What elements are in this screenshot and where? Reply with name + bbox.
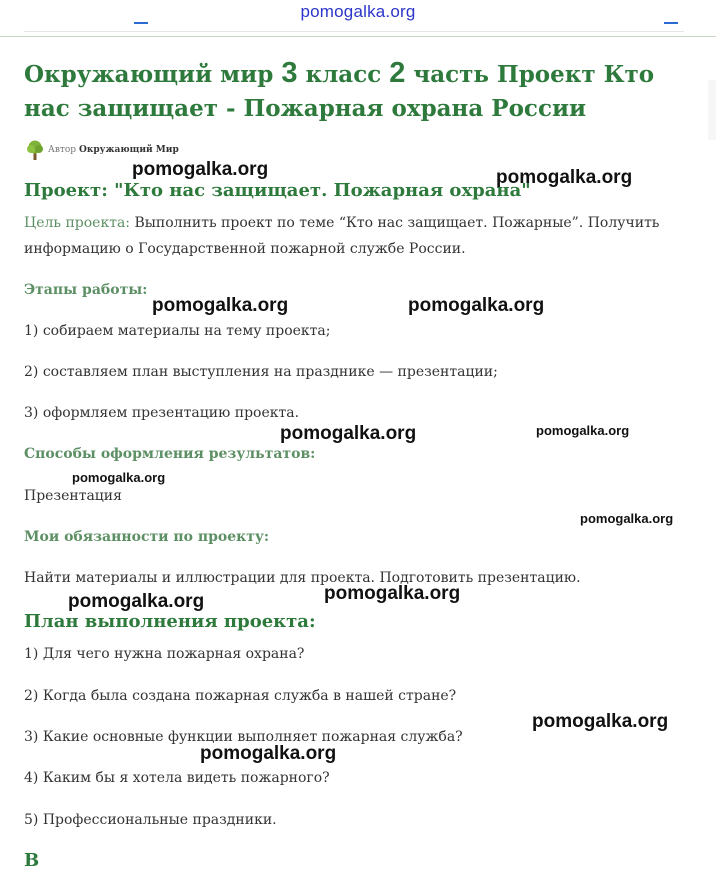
- methods-label: Способы оформления результатов:: [24, 446, 316, 462]
- stage-item: 2) составляем план выступления на празднике — презентации;: [24, 364, 498, 380]
- watermark: pomogalka.org: [580, 511, 674, 526]
- plan-item: 3) Какие основные функции выполняет пожарная служба?: [24, 729, 463, 745]
- watermark: pomogalka.org: [536, 423, 630, 438]
- next-heading-cut: В: [24, 850, 40, 871]
- plan-item: 1) Для чего нужна пожарная охрана?: [24, 646, 305, 662]
- author-label: Автор: [48, 145, 77, 155]
- title-grade: 3: [281, 57, 298, 89]
- stage-item: 1) собираем материалы на тему проекта;: [24, 323, 331, 339]
- watermark: pomogalka.org: [532, 711, 669, 732]
- article-header: [24, 56, 684, 126]
- watermark: pomogalka.org: [72, 470, 166, 485]
- plan-heading: План выполнения проекта:: [24, 611, 316, 632]
- tree-icon: [24, 139, 46, 161]
- sidebar-edge: [708, 80, 716, 140]
- menu-dash-right: [664, 22, 678, 24]
- watermark: pomogalka.org: [200, 743, 337, 764]
- project-heading: Проект: "Кто нас защищает. Пожарная охрана": [24, 180, 531, 201]
- article-title: [24, 56, 684, 126]
- watermark: pomogalka.org: [324, 583, 461, 604]
- title-part: часть Проект Кто нас защищает - Пожарная охрана России: [24, 61, 655, 122]
- menu-dash-left: [134, 22, 148, 24]
- plan-item: 4) Каким бы я хотела видеть пожарного?: [24, 770, 330, 786]
- duties-label: Мои обязанности по проекту:: [24, 529, 270, 545]
- header-divider: [0, 36, 716, 37]
- watermark: pomogalka.org: [408, 295, 545, 316]
- goal-paragraph: [24, 210, 664, 262]
- stages-label: Этапы работы:: [24, 282, 148, 298]
- watermark: pomogalka.org: [496, 167, 633, 188]
- plan-item: 5) Профессиональные праздники.: [24, 812, 277, 828]
- duties-text: Найти материалы и иллюстрации для проекта. Подготовить презентацию.: [24, 570, 581, 586]
- methods-text: Презентация: [24, 488, 122, 504]
- watermark: pomogalka.org: [152, 295, 289, 316]
- site-logo[interactable]: pomogalka.org: [300, 2, 416, 21]
- watermark: pomogalka.org: [132, 159, 269, 180]
- breadcrumb-line: [24, 31, 684, 32]
- goal-text: Выполнить проект по теме “Кто нас защищает. Пожарные”. Получить информацию о Государственной пожарной службе России.: [24, 215, 660, 257]
- title-part: класс: [297, 61, 390, 88]
- goal-label: Цель проекта:: [24, 215, 131, 231]
- stage-item: 3) оформляем презентацию проекта.: [24, 405, 300, 421]
- watermark: pomogalka.org: [68, 591, 205, 612]
- plan-item: 2) Когда была создана пожарная служба в нашей стране?: [24, 688, 457, 704]
- watermark: pomogalka.org: [280, 423, 417, 444]
- title-part: Окружающий мир: [24, 61, 282, 88]
- title-part-number: 2: [389, 57, 406, 89]
- author-name[interactable]: Окружающий Мир: [79, 145, 179, 155]
- top-bar: [0, 0, 716, 38]
